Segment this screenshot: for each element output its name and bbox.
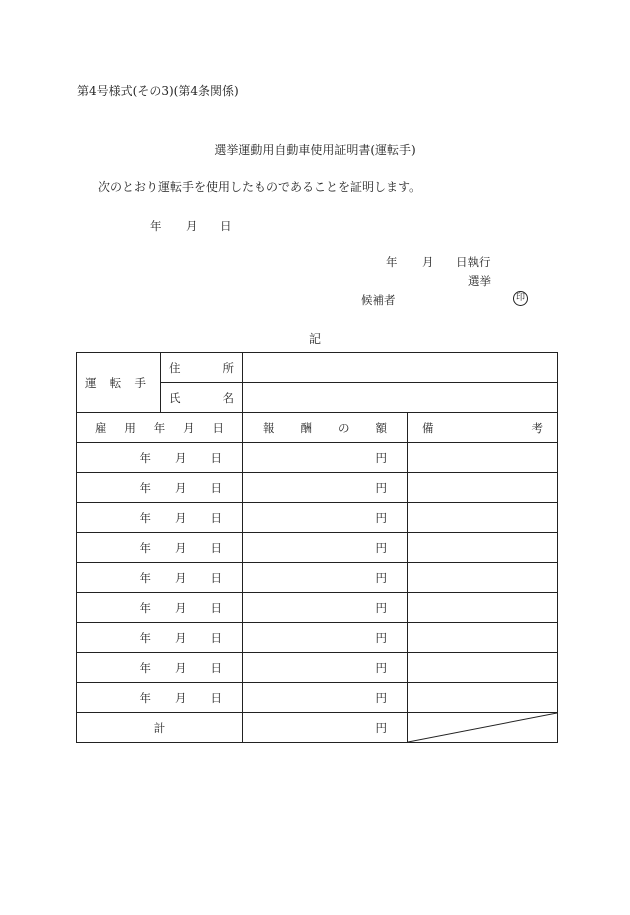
- table-row: [77, 683, 558, 713]
- remuneration-cell[interactable]: [243, 533, 408, 563]
- year-label: 年: [139, 510, 151, 525]
- yen-label: 円: [375, 540, 387, 555]
- header-char: 考: [531, 420, 543, 435]
- employment-date-cell[interactable]: [77, 533, 243, 563]
- day-label: 日: [210, 540, 222, 555]
- employment-date-cell[interactable]: [77, 563, 243, 593]
- year-label: 年: [139, 660, 151, 675]
- employment-date-cell[interactable]: [77, 623, 243, 653]
- total-label: 計: [153, 720, 166, 735]
- remarks-cell[interactable]: [408, 443, 558, 473]
- month-label: 月: [175, 660, 187, 675]
- day-label: 日: [210, 660, 222, 675]
- yen-label: 円: [375, 450, 387, 465]
- year-label: 年: [139, 630, 151, 645]
- table-row: [77, 533, 558, 563]
- year-label: 年: [139, 540, 151, 555]
- remarks-header: [408, 413, 558, 443]
- month-label: 月: [175, 480, 187, 495]
- candidate-label: 候補者: [361, 293, 396, 307]
- remarks-cell[interactable]: [408, 563, 558, 593]
- header-char: の: [338, 420, 350, 435]
- day-label: 日: [210, 600, 222, 615]
- remuneration-header: [243, 413, 408, 443]
- day-label: 日: [210, 630, 222, 645]
- header-char: 備: [422, 420, 434, 435]
- yen-label: 円: [375, 600, 387, 615]
- month-label: 月: [175, 690, 187, 705]
- remarks-cell[interactable]: [408, 653, 558, 683]
- header-char: 日: [212, 420, 224, 435]
- remuneration-cell[interactable]: [243, 653, 408, 683]
- driver-label-char: 運: [85, 375, 97, 390]
- remuneration-cell[interactable]: [243, 623, 408, 653]
- header-char: 用: [124, 420, 136, 435]
- table-row: [77, 443, 558, 473]
- employment-date-header: [77, 413, 243, 443]
- remarks-cell[interactable]: [408, 503, 558, 533]
- driver-label-char: 手: [134, 375, 146, 390]
- election-execution-date: [386, 254, 496, 270]
- address-field[interactable]: [243, 353, 558, 383]
- remuneration-cell[interactable]: [243, 563, 408, 593]
- exec-year-label: 年: [386, 255, 398, 269]
- day-label: 日: [210, 570, 222, 585]
- day-label: 日: [210, 510, 222, 525]
- year-label: 年: [139, 570, 151, 585]
- exec-day-label: 日執行: [456, 255, 491, 269]
- day-label: 日: [210, 480, 222, 495]
- month-label: 月: [175, 450, 187, 465]
- certification-statement: 次のとおり運転手を使用したものであることを証明します。: [98, 180, 422, 194]
- remuneration-cell[interactable]: [243, 683, 408, 713]
- form-number: 第4号様式(その3)(第4条関係): [77, 84, 239, 98]
- exec-month-label: 月: [422, 255, 434, 269]
- year-label: 年: [139, 690, 151, 705]
- table-row: [77, 593, 558, 623]
- month-label: 月: [175, 510, 187, 525]
- address-row: [77, 353, 558, 383]
- yen-label: 円: [375, 690, 387, 705]
- yen-label: 円: [375, 570, 387, 585]
- seal-icon: 印: [513, 291, 528, 306]
- month-label: 月: [175, 540, 187, 555]
- remuneration-cell[interactable]: [243, 443, 408, 473]
- total-row: [77, 713, 558, 743]
- header-char: 酬: [300, 420, 312, 435]
- cert-day-label: 日: [220, 219, 232, 233]
- name-field[interactable]: [243, 383, 558, 413]
- table-row: [77, 653, 558, 683]
- yen-label: 円: [375, 510, 387, 525]
- election-label: 選挙: [468, 274, 491, 288]
- employment-date-cell[interactable]: [77, 443, 243, 473]
- name-label-char: 名: [222, 390, 234, 405]
- remarks-cell[interactable]: [408, 683, 558, 713]
- remarks-cell[interactable]: [408, 473, 558, 503]
- name-label-char: 氏: [169, 390, 181, 405]
- header-row: [77, 413, 558, 443]
- remuneration-cell[interactable]: [243, 593, 408, 623]
- month-label: 月: [175, 570, 187, 585]
- cert-month-label: 月: [186, 219, 198, 233]
- remarks-cell[interactable]: [408, 533, 558, 563]
- address-label-cell: [161, 353, 243, 383]
- month-label: 月: [175, 630, 187, 645]
- year-label: 年: [139, 600, 151, 615]
- remarks-cell[interactable]: [408, 623, 558, 653]
- day-label: 日: [210, 450, 222, 465]
- header-char: 報: [263, 420, 275, 435]
- day-label: 日: [210, 690, 222, 705]
- ki-label: 記: [308, 332, 321, 346]
- name-label-cell: [161, 383, 243, 413]
- header-char: 月: [183, 420, 195, 435]
- employment-date-cell[interactable]: [77, 473, 243, 503]
- total-amount-cell[interactable]: [243, 713, 408, 743]
- remuneration-cell[interactable]: [243, 473, 408, 503]
- driver-label-cell: [77, 353, 161, 413]
- certification-date: [150, 218, 240, 234]
- total-label-cell: [77, 713, 243, 743]
- table-row: [77, 623, 558, 653]
- total-yen-label: 円: [375, 720, 387, 735]
- table-row: [77, 563, 558, 593]
- yen-label: 円: [375, 660, 387, 675]
- year-label: 年: [139, 450, 151, 465]
- header-char: 雇: [95, 420, 107, 435]
- diagonal-line: [408, 713, 557, 742]
- remarks-diagonal-cell: [408, 713, 558, 743]
- table-row: [77, 503, 558, 533]
- document-title: 選挙運動用自動車使用証明書(運転手): [214, 143, 416, 157]
- remarks-cell[interactable]: [408, 593, 558, 623]
- header-char: 年: [153, 420, 166, 435]
- employment-date-cell[interactable]: [77, 503, 243, 533]
- employment-date-cell[interactable]: [77, 683, 243, 713]
- employment-date-cell[interactable]: [77, 653, 243, 683]
- remuneration-cell[interactable]: [243, 503, 408, 533]
- year-label: 年: [139, 480, 151, 495]
- employment-date-cell[interactable]: [77, 593, 243, 623]
- driver-usage-table: [76, 352, 558, 743]
- cert-year-label: 年: [150, 219, 162, 233]
- driver-label-char: 転: [109, 375, 122, 390]
- header-char: 額: [375, 420, 387, 435]
- yen-label: 円: [375, 480, 387, 495]
- table-row: [77, 473, 558, 503]
- yen-label: 円: [375, 630, 387, 645]
- address-label-char: 住: [169, 360, 181, 375]
- month-label: 月: [175, 600, 187, 615]
- address-label-char: 所: [222, 360, 234, 375]
